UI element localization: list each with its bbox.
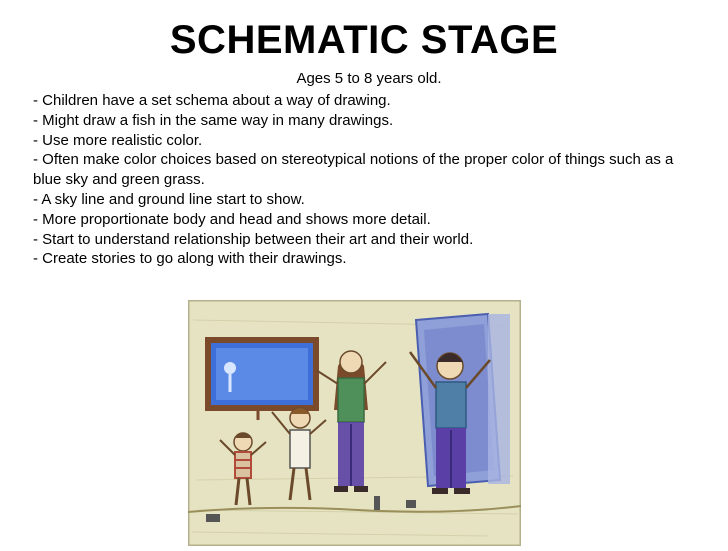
list-item: - A sky line and ground line start to show. [33, 190, 305, 208]
child-drawing-image [188, 300, 521, 546]
list-item: - Might draw a fish in the same way in many drawings. [33, 111, 394, 129]
list-item: - Children have a set schema about a way of drawing. [33, 92, 391, 109]
age-range-subtitle: Ages 5 to 8 years old. [296, 70, 442, 87]
list-item: - Start to understand relationship between their art and their world. [33, 230, 474, 248]
list-item: - Use more realistic color. [33, 131, 203, 149]
list-item: - Create stories to go along with their drawings. [33, 250, 347, 268]
slide-title: SCHEMATIC STAGE [169, 18, 559, 62]
list-item: - More proportionate body and head and shows more detail. [33, 210, 431, 228]
child-drawing-illustration [188, 300, 521, 546]
characteristics-list [33, 91, 693, 269]
list-item: - Often make color choices based on stereotypical notions of the proper color of things such as a blue sky and green grass. [33, 151, 674, 189]
